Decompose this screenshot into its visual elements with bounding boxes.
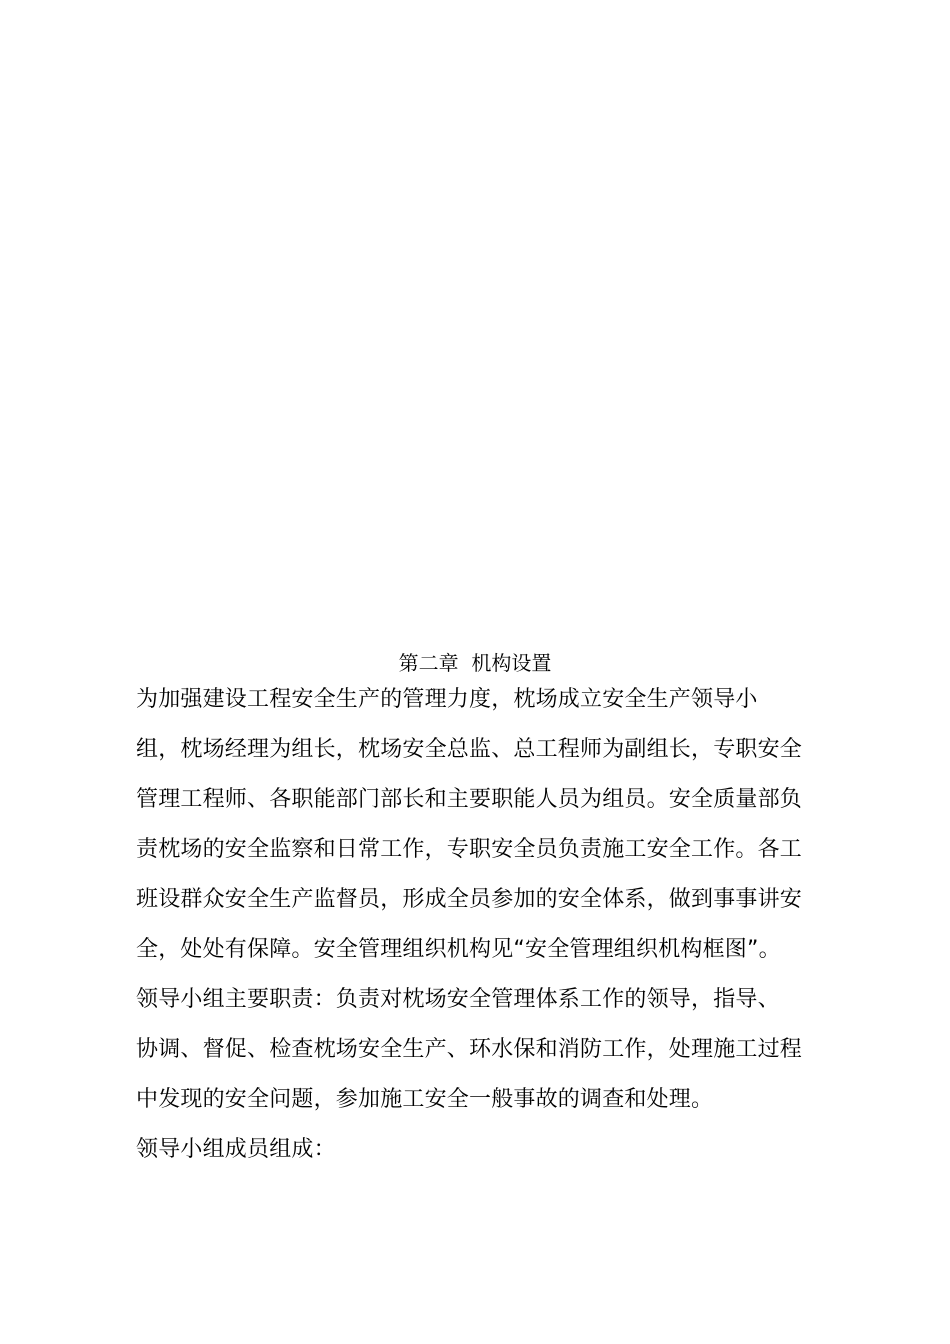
paragraph-line: 协调、督促、检查枕场安全生产、环水保和消防工作，处理施工过程 (136, 1037, 803, 1062)
paragraph-line: 责枕场的安全监察和日常工作，专职安全员负责施工安全工作。各工 (136, 837, 803, 862)
paragraph-responsibilities (136, 975, 826, 1125)
paragraph-line: 组，枕场经理为组长，枕场安全总监、总工程师为副组长，专职安全 (136, 737, 803, 762)
paragraph-line: 为加强建设工程安全生产的管理力度，枕场成立安全生产领导小 (136, 687, 758, 712)
paragraph-line: 中发现的安全问题，参加施工安全一般事故的调查和处理。 (136, 1087, 714, 1112)
paragraph-members (136, 1125, 826, 1175)
paragraph-line: 领导小组成员组成： (136, 1137, 336, 1162)
paragraph-organization (136, 675, 826, 975)
chapter-title: 第二章 机构设置 (398, 651, 552, 675)
paragraph-line: 管理工程师、各职能部门部长和主要职能人员为组员。安全质量部负 (136, 787, 803, 812)
paragraph-line: 班设群众安全生产监督员，形成全员参加的安全体系，做到事事讲安 (136, 887, 803, 912)
paragraph-line: 领导小组主要职责：负责对枕场安全管理体系工作的领导，指导、 (136, 987, 780, 1012)
paragraph-line: 全，处处有保障。安全管理组织机构见“安全管理组织机构框图”。 (136, 937, 781, 962)
